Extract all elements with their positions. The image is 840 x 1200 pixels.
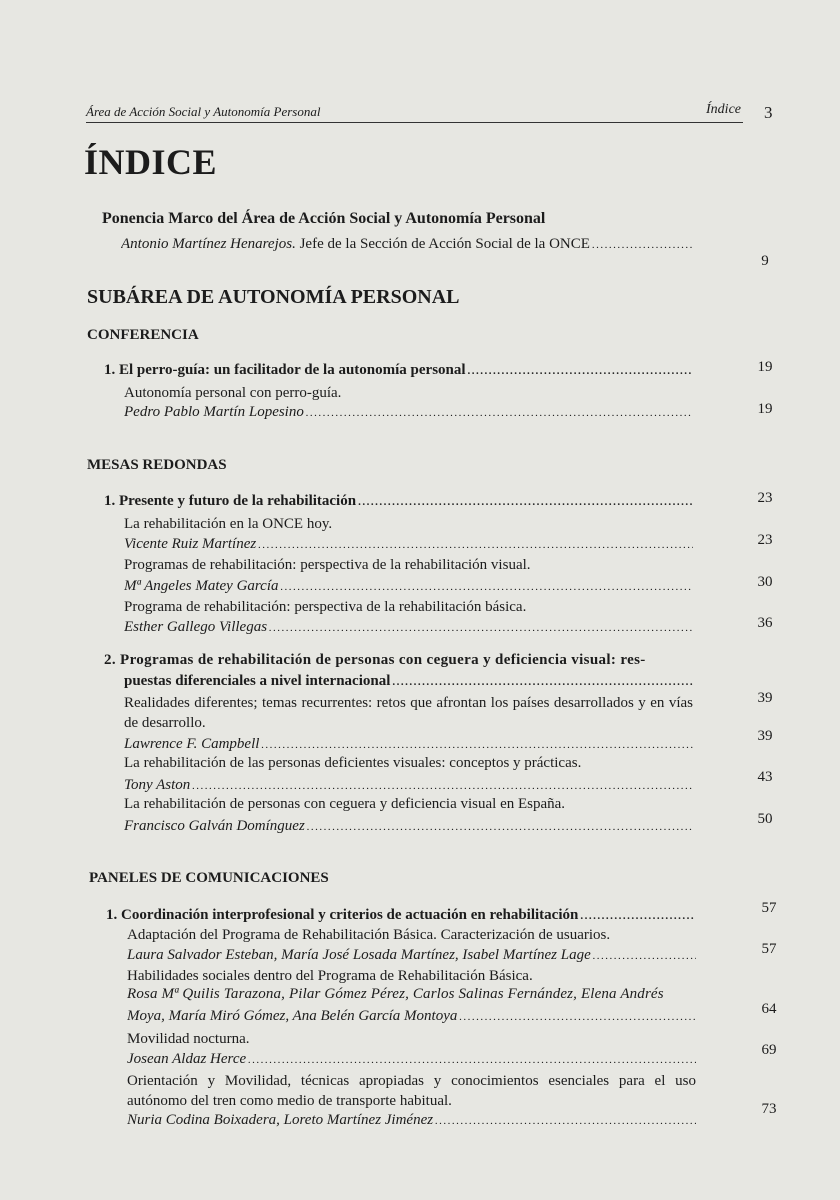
sub-entry-author xyxy=(124,534,693,555)
sub-entry-page: 69 xyxy=(761,1042,777,1058)
sub-entry-author xyxy=(124,734,693,755)
section-heading-mesas: MESAS REDONDAS xyxy=(87,457,227,473)
ponencia-author-entry xyxy=(121,234,693,255)
entry-title-line1: 2. Programas de rehabilitación de personas con ceguera y deficiencia visual: res- xyxy=(104,652,646,668)
sub-entry-title: Adaptación del Programa de Rehabilitación Básica. Caracterización de usuarios. xyxy=(127,927,611,943)
author-name: Josean Aldaz Herce xyxy=(127,1051,247,1067)
leader-dots xyxy=(269,618,693,638)
ponencia-author: Antonio Martínez Henarejos. xyxy=(121,236,296,252)
leader-dots xyxy=(592,235,693,255)
sub-entry-page: 50 xyxy=(757,811,773,827)
sub-entry-title: Programas de rehabilitación: perspectiva de la rehabilitación visual. xyxy=(124,557,531,573)
running-header-right: Índice xyxy=(706,102,741,117)
page-number: 3 xyxy=(764,103,773,122)
author-name: Pedro Pablo Martín Lopesino xyxy=(124,404,304,420)
ponencia-title: Ponencia Marco del Área de Acción Social y Autonomía Personal xyxy=(102,210,546,227)
leader-dots xyxy=(192,776,693,796)
sub-entry-author xyxy=(124,816,693,837)
entry-page: 39 xyxy=(757,690,773,706)
leader-dots xyxy=(306,403,693,423)
author-name: Nuria Codina Boixadera, Loreto Martínez Jiménez xyxy=(127,1112,434,1128)
sub-entry-page: 43 xyxy=(757,769,773,785)
leader-dots xyxy=(459,1007,696,1027)
leader-dots xyxy=(358,492,693,512)
toc-entry xyxy=(124,671,693,692)
running-header xyxy=(86,104,743,123)
sub-entry-title: Programa de rehabilitación: perspectiva de la rehabilitación básica. xyxy=(124,599,527,615)
sub-entry-title: Autonomía personal con perro-guía. xyxy=(124,385,342,401)
ponencia-page: 9 xyxy=(761,253,769,269)
leader-dots xyxy=(248,1050,696,1070)
sub-entry-author xyxy=(127,1006,696,1027)
author-name: Moya, María Miró Gómez, Ana Belén García Montoya xyxy=(127,1008,458,1024)
sub-entry-title: La rehabilitación de personas con ceguera y deficiencia visual en España. xyxy=(124,796,566,812)
sub-entry-title: La rehabilitación de las personas deficientes visuales: conceptos y prácticas. xyxy=(124,755,582,771)
sub-entry-title: Orientación y Movilidad, técnicas apropiadas y conocimientos esenciales para el uso autónomo del tren como medio de transporte habitual. xyxy=(127,1073,696,1109)
sub-entry-author xyxy=(124,402,693,423)
sub-entry-author xyxy=(124,617,693,638)
ponencia-author-role: Jefe de la Sección de Acción Social de la ONCE xyxy=(295,236,590,252)
sub-entry-title: Movilidad nocturna. xyxy=(127,1031,250,1047)
author-name: Laura Salvador Esteban, María José Losada Martínez, Isabel Martínez Lage xyxy=(127,947,591,963)
toc-entry xyxy=(104,360,693,381)
sub-entry-page: 73 xyxy=(761,1101,777,1117)
sub-entry-title: Habilidades sociales dentro del Programa de Rehabilitación Básica. xyxy=(127,968,533,984)
author-name: Esther Gallego Villegas xyxy=(124,619,268,635)
sub-entry-author xyxy=(127,1110,696,1131)
sub-entry-page: 39 xyxy=(757,728,773,744)
author-name: Tony Aston xyxy=(124,777,191,793)
sub-entry-author-line1: Rosa Mª Quilis Tarazona, Pilar Gómez Pérez, Carlos Salinas Fernández, Elena Andrés xyxy=(127,986,664,1002)
sub-entry-page: 64 xyxy=(761,1001,777,1017)
sub-entry-title: Realidades diferentes; temas recurrentes: retos que afrontan los países desarrollados y en vías de desarrollo. xyxy=(124,695,693,731)
leader-dots xyxy=(392,672,693,692)
leader-dots xyxy=(261,735,693,755)
section-heading-paneles: PANELES DE COMUNICACIONES xyxy=(89,870,329,886)
page-title: ÍNDICE xyxy=(84,142,218,182)
leader-dots xyxy=(258,535,693,555)
section-heading-subarea: SUBÁREA DE AUTONOMÍA PERSONAL xyxy=(87,286,460,308)
author-name: Mª Angeles Matey García xyxy=(124,578,279,594)
entry-title: 1. Coordinación interprofesional y criterios de actuación en rehabilitación xyxy=(106,907,579,923)
leader-dots xyxy=(281,577,693,597)
author-name: Lawrence F. Campbell xyxy=(124,736,260,752)
entry-title: 1. Presente y futuro de la rehabilitación xyxy=(104,493,357,509)
running-header-left: Área de Acción Social y Autonomía Personal xyxy=(86,104,321,119)
leader-dots xyxy=(307,817,693,837)
sub-entry-title: La rehabilitación en la ONCE hoy. xyxy=(124,516,333,532)
sub-entry-page: 23 xyxy=(757,532,773,548)
toc-entry xyxy=(106,905,695,926)
entry-page: 19 xyxy=(757,359,773,375)
entry-page: 23 xyxy=(757,490,773,506)
leader-dots xyxy=(593,946,696,966)
sub-entry-page: 30 xyxy=(757,574,773,590)
author-name: Vicente Ruiz Martínez xyxy=(124,536,257,552)
leader-dots xyxy=(468,361,693,381)
sub-entry-page: 36 xyxy=(757,615,773,631)
leader-dots xyxy=(580,906,695,926)
sub-entry-author xyxy=(127,1049,696,1070)
sub-entry-author xyxy=(124,576,693,597)
entry-page: 57 xyxy=(761,900,777,916)
sub-entry-page: 57 xyxy=(761,941,777,957)
toc-entry xyxy=(104,491,693,512)
author-name: Francisco Galván Domínguez xyxy=(124,818,305,834)
sub-entry-author xyxy=(127,945,696,966)
entry-title-line2: puestas diferenciales a nivel internacional xyxy=(124,673,391,689)
entry-title: 1. El perro-guía: un facilitador de la autonomía personal xyxy=(104,362,466,378)
section-heading-conferencia: CONFERENCIA xyxy=(87,327,199,343)
sub-entry-page: 19 xyxy=(757,401,773,417)
leader-dots xyxy=(435,1111,696,1131)
sub-entry-author xyxy=(124,775,693,796)
